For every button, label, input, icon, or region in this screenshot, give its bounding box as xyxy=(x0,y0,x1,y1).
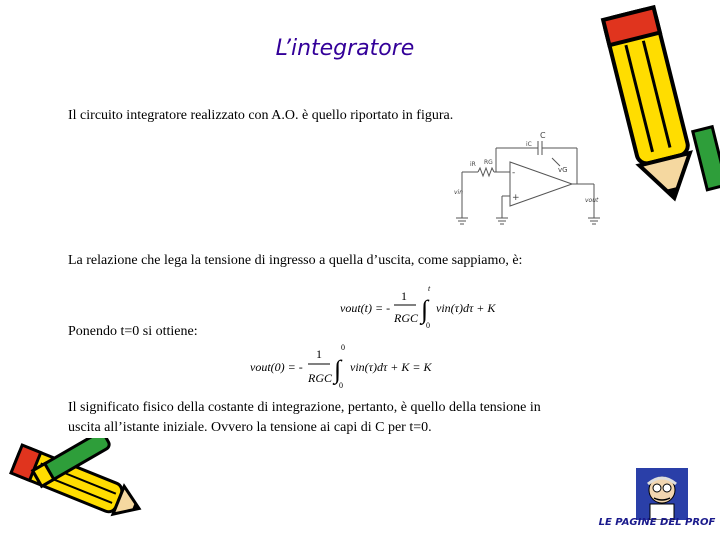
intro-paragraph: Il circuito integratore realizzato con A.O. è quello riportato in figura. xyxy=(68,108,454,123)
label-vout: vout xyxy=(585,197,599,204)
equation-vout-t xyxy=(338,282,508,332)
relation-paragraph: La relazione che lega la tensione di ingresso a quella d’uscita, come sappiamo, è: xyxy=(68,253,523,268)
label-rg: RG xyxy=(484,159,493,166)
label-ir: iR xyxy=(470,161,476,168)
label-c: C xyxy=(540,131,546,140)
t0-paragraph: Ponendo t=0 si ottiene: xyxy=(68,324,198,339)
eq1-int-lower: 0 xyxy=(426,321,430,330)
label-plus: + xyxy=(512,193,520,203)
logo-caption: LE PAGINE DEL PROF xyxy=(598,517,716,528)
eq2-integrand: vin(τ)dτ + K = K xyxy=(350,360,432,374)
eq2-lhs: vout(0) = - xyxy=(250,360,303,374)
equation-vout-0 xyxy=(248,340,438,392)
pencil-decoration-top-right xyxy=(594,0,720,210)
meaning-paragraph-line2: uscita all’istante iniziale. Ovvero la tensione ai capi di C per t=0. xyxy=(68,420,432,435)
eq1-int-upper: t xyxy=(428,284,431,293)
professor-logo-icon xyxy=(636,468,688,520)
label-vg: vG xyxy=(558,166,568,174)
label-ic: iC xyxy=(526,141,532,148)
eq1-numerator: 1 xyxy=(401,289,407,303)
eq1-lhs: vout(t) = - xyxy=(340,301,391,315)
label-minus: - xyxy=(512,168,516,178)
eq1-denominator: RGC xyxy=(394,311,418,325)
eq2-numerator: 1 xyxy=(316,347,322,361)
eq2-int-lower: 0 xyxy=(339,381,343,390)
integrator-circuit-diagram xyxy=(452,128,604,234)
meaning-paragraph-line1: Il significato fisico della costante di integrazione, pertanto, è quello della tensione in xyxy=(68,400,541,415)
slide-title: L’integratore xyxy=(275,36,415,61)
eq2-int-upper: 0 xyxy=(341,343,345,352)
eq1-integrand: vin(τ)dτ + K xyxy=(436,301,496,315)
eq2-denominator: RGC xyxy=(308,371,332,385)
pencil-decoration-bottom-left xyxy=(0,438,150,538)
label-vin: vin xyxy=(454,189,464,196)
eq2-integral-sign: ∫ xyxy=(334,355,342,384)
eq1-integral-sign: ∫ xyxy=(421,295,429,324)
